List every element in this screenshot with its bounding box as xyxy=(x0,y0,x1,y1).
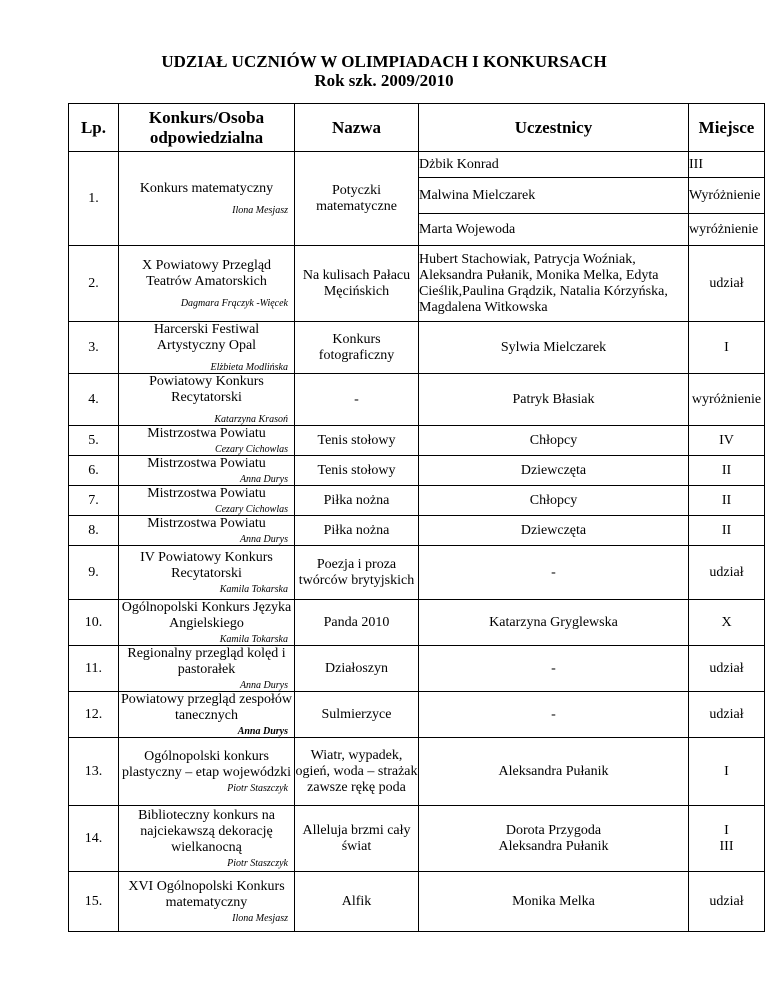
cell-lp: 5. xyxy=(69,426,119,456)
cell-konkurs xyxy=(119,738,295,806)
cell-miejsce: udział xyxy=(689,872,765,932)
cell-konkurs xyxy=(119,600,295,646)
cell-konkurs xyxy=(119,456,295,486)
table-row xyxy=(69,692,765,738)
cell-konkurs xyxy=(119,872,295,932)
cell-nazwa: Na kulisach Pałacu Męcińskich xyxy=(295,246,419,322)
cell-uczestnicy: Chłopcy xyxy=(419,486,689,516)
cell-nazwa: Panda 2010 xyxy=(295,600,419,646)
cell-nazwa: - xyxy=(295,374,419,426)
cell-miejsce: I xyxy=(689,738,765,806)
cell-uczestnicy: - xyxy=(419,692,689,738)
cell-miejsce: III xyxy=(689,152,765,178)
cell-nazwa: Potyczki matematyczne xyxy=(295,152,419,246)
header-nazwa: Nazwa xyxy=(295,104,419,152)
cell-nazwa: Działoszyn xyxy=(295,646,419,692)
table-row xyxy=(69,374,765,426)
school-year: Rok szk. 2009/2010 xyxy=(314,71,454,90)
table-row xyxy=(69,872,765,932)
cell-miejsce: wyróżnienie xyxy=(689,214,765,246)
cell-konkurs xyxy=(119,546,295,600)
cell-konkurs xyxy=(119,646,295,692)
table-row xyxy=(69,246,765,322)
cell-lp: 7. xyxy=(69,486,119,516)
cell-lp: 6. xyxy=(69,456,119,486)
participant: Aleksandra Pułanik xyxy=(498,838,609,854)
cell-miejsce: II xyxy=(689,486,765,516)
cell-uczestnicy: Dziewczęta xyxy=(419,516,689,546)
responsible-person: Piotr Staszczyk xyxy=(227,783,288,794)
cell-miejsce: IV xyxy=(689,426,765,456)
cell-nazwa: Alfik xyxy=(295,872,419,932)
cell-miejsce: wyróżnienie xyxy=(689,374,765,426)
cell-nazwa: Alleluja brzmi cały świat xyxy=(295,806,419,872)
cell-miejsce: udział xyxy=(689,646,765,692)
table-row xyxy=(69,486,765,516)
cell-lp: 1. xyxy=(69,152,119,246)
table-row xyxy=(69,456,765,486)
konkurs-name: Mistrzostwa Powiatu xyxy=(147,456,266,471)
table-row xyxy=(69,516,765,546)
responsible-person: Katarzyna Krasoń xyxy=(214,414,288,425)
header-uczestnicy: Uczestnicy xyxy=(419,104,689,152)
cell-uczestnicy: Aleksandra Pułanik xyxy=(419,738,689,806)
header-miejsce: Miejsce xyxy=(689,104,765,152)
cell-konkurs xyxy=(119,246,295,322)
cell-lp: 12. xyxy=(69,692,119,738)
cell-miejsce: Wyróżnienie xyxy=(689,178,765,214)
konkurs-name: Mistrzostwa Powiatu xyxy=(147,486,266,501)
responsible-person: Ilona Mesjasz xyxy=(232,913,288,924)
konkurs-name: Ogólnopolski Konkurs Języka Angielskiego xyxy=(121,600,292,631)
cell-lp: 4. xyxy=(69,374,119,426)
responsible-person: Cezary Cichowlas xyxy=(214,444,288,455)
konkurs-name: Ogólnopolski konkurs plastyczny – etap wojewódzki xyxy=(121,749,292,780)
konkurs-name: Mistrzostwa Powiatu xyxy=(147,516,266,531)
table-row xyxy=(69,806,765,872)
cell-lp: 9. xyxy=(69,546,119,600)
konkurs-name: Powiatowy przegląd zespołów tanecznych xyxy=(120,692,293,723)
cell-uczestnicy xyxy=(419,806,689,872)
responsible-person: Kamila Tokarska xyxy=(219,584,288,595)
cell-konkurs xyxy=(119,322,295,374)
responsible-person: Elżbieta Modlińska xyxy=(210,362,288,373)
cell-nazwa: Sulmierzyce xyxy=(295,692,419,738)
konkurs-name: X Powiatowy Przegląd Teatrów Amatorskich xyxy=(141,258,272,289)
table-row xyxy=(69,152,765,178)
cell-lp: 3. xyxy=(69,322,119,374)
place: III xyxy=(719,838,734,854)
konkurs-name: Regionalny przegląd kolęd i pastorałek xyxy=(127,646,286,677)
table-row xyxy=(69,600,765,646)
cell-uczestnicy: Monika Melka xyxy=(419,872,689,932)
table-row xyxy=(69,426,765,456)
konkurs-name: Konkurs matematyczny xyxy=(139,181,274,196)
place: I xyxy=(724,822,729,838)
cell-konkurs xyxy=(119,152,295,246)
cell-miejsce: udział xyxy=(689,246,765,322)
responsible-person: Piotr Staszczyk xyxy=(227,858,288,869)
cell-lp: 13. xyxy=(69,738,119,806)
cell-uczestnicy: Marta Wojewoda xyxy=(419,214,689,246)
table-row xyxy=(69,646,765,692)
cell-miejsce: II xyxy=(689,456,765,486)
table-row xyxy=(69,738,765,806)
cell-konkurs xyxy=(119,426,295,456)
cell-miejsce: I xyxy=(689,322,765,374)
cell-miejsce: X xyxy=(689,600,765,646)
cell-uczestnicy: - xyxy=(419,646,689,692)
cell-miejsce: II xyxy=(689,516,765,546)
responsible-person: Anna Durys xyxy=(237,726,288,737)
competitions-table xyxy=(68,103,765,932)
cell-konkurs xyxy=(119,486,295,516)
konkurs-name: Mistrzostwa Powiatu xyxy=(147,426,266,441)
cell-nazwa: Piłka nożna xyxy=(295,486,419,516)
cell-nazwa: Tenis stołowy xyxy=(295,456,419,486)
cell-uczestnicy: Dżbik Konrad xyxy=(419,152,689,178)
responsible-person: Anna Durys xyxy=(239,534,288,545)
cell-konkurs xyxy=(119,374,295,426)
participant: Dorota Przygoda xyxy=(505,822,602,838)
cell-uczestnicy: Patryk Błasiak xyxy=(419,374,689,426)
cell-lp: 2. xyxy=(69,246,119,322)
cell-miejsce xyxy=(689,806,765,872)
header-lp: Lp. xyxy=(69,104,119,152)
cell-nazwa: Poezja i proza twórców brytyjskich xyxy=(295,546,419,600)
responsible-person: Kamila Tokarska xyxy=(219,634,288,645)
cell-uczestnicy: Sylwia Mielczarek xyxy=(419,322,689,374)
cell-nazwa: Wiatr, wypadek, ogień, woda – strażak zawsze rękę poda xyxy=(295,738,419,806)
konkurs-name: IV Powiatowy Konkurs Recytatorski xyxy=(140,550,273,581)
table-row xyxy=(69,322,765,374)
cell-nazwa: Konkurs fotograficzny xyxy=(295,322,419,374)
responsible-person: Ilona Mesjasz xyxy=(232,205,288,216)
cell-miejsce: udział xyxy=(689,546,765,600)
document-title: UDZIAŁ UCZNIÓW W OLIMPIADACH I KONKURSACH xyxy=(161,52,607,71)
header-konkurs: Konkurs/Osoba odpowiedzialna xyxy=(119,104,295,152)
responsible-person: Anna Durys xyxy=(239,680,288,691)
cell-konkurs xyxy=(119,806,295,872)
cell-lp: 10. xyxy=(69,600,119,646)
cell-nazwa: Tenis stołowy xyxy=(295,426,419,456)
responsible-person: Cezary Cichowlas xyxy=(214,504,288,515)
responsible-person: Dagmara Frączyk -Więcek xyxy=(180,298,288,309)
cell-uczestnicy: Chłopcy xyxy=(419,426,689,456)
cell-uczestnicy: - xyxy=(419,546,689,600)
cell-konkurs xyxy=(119,516,295,546)
cell-uczestnicy: Dziewczęta xyxy=(419,456,689,486)
cell-uczestnicy: Hubert Stachowiak, Patrycja Woźniak, Aleksandra Pułanik, Monika Melka, Edyta Cieślik,Paulina Grądzik, Natalia Kórzyńska, Magdalena Witkowska xyxy=(419,246,689,322)
cell-konkurs xyxy=(119,692,295,738)
konkurs-name: XVI Ogólnopolski Konkurs matematyczny xyxy=(128,879,285,910)
konkurs-name: Powiatowy Konkurs Recytatorski xyxy=(149,374,264,405)
cell-lp: 8. xyxy=(69,516,119,546)
table-row xyxy=(69,546,765,600)
cell-uczestnicy: Malwina Mielczarek xyxy=(419,178,689,214)
cell-lp: 14. xyxy=(69,806,119,872)
cell-miejsce: udział xyxy=(689,692,765,738)
header-row xyxy=(69,104,765,152)
konkurs-name: Biblioteczny konkurs na najciekawszą dekorację wielkanocną xyxy=(138,808,275,855)
konkurs-name: Harcerski Festiwal Artystyczny Opal xyxy=(153,322,260,353)
cell-lp: 15. xyxy=(69,872,119,932)
cell-nazwa: Piłka nożna xyxy=(295,516,419,546)
responsible-person: Anna Durys xyxy=(239,474,288,485)
cell-uczestnicy: Katarzyna Gryglewska xyxy=(419,600,689,646)
cell-lp: 11. xyxy=(69,646,119,692)
